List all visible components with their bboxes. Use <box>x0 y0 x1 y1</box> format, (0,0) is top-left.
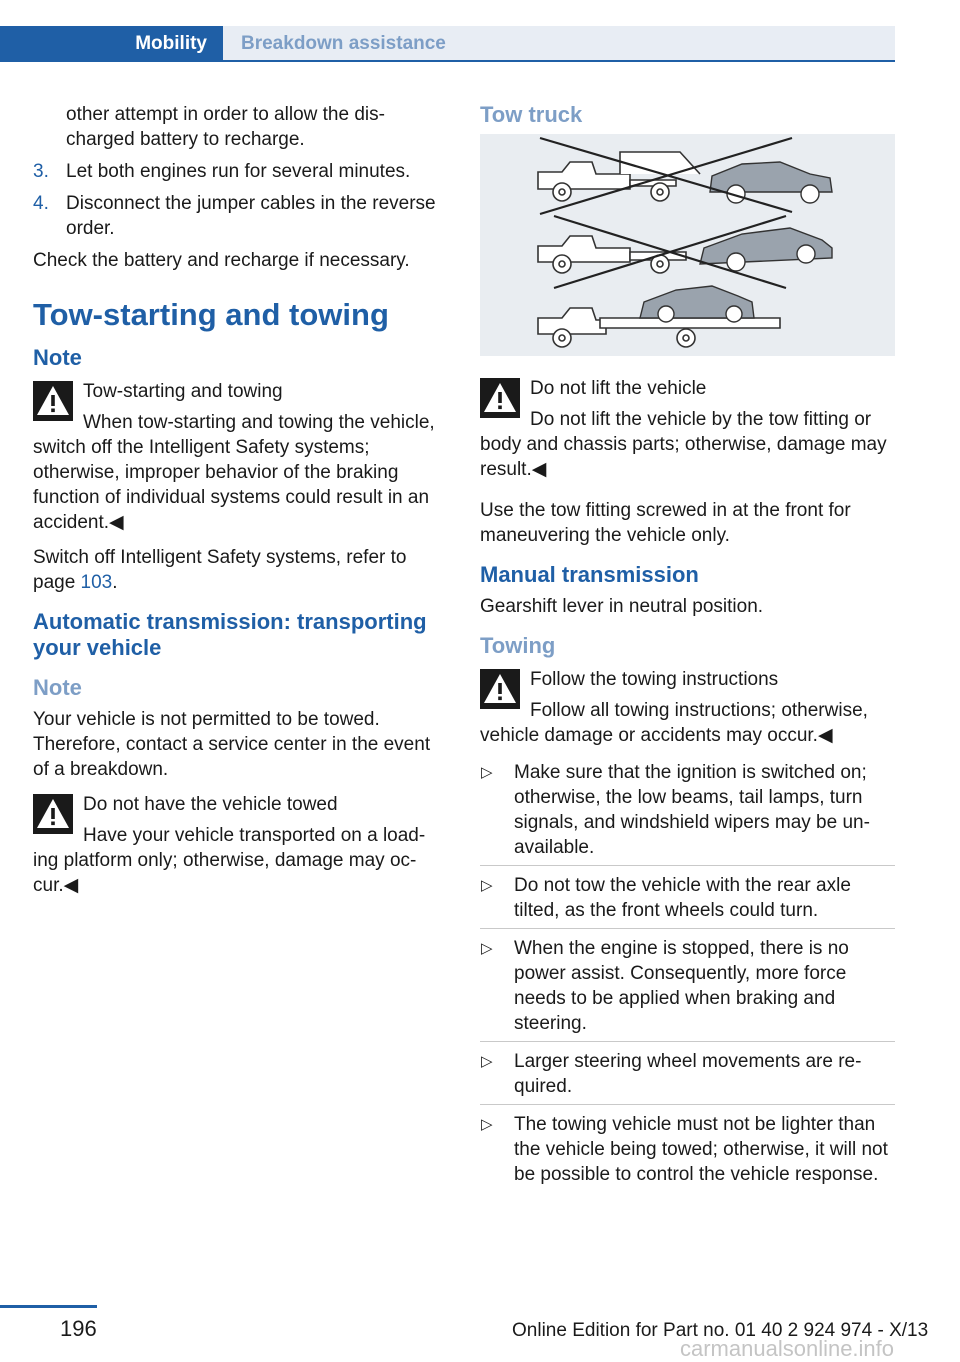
warning-title: Tow-starting and towing <box>83 381 283 402</box>
switch-off-text: Switch off Intelligent Safety systems, refer to page 103. <box>33 547 407 593</box>
step-text: Disconnect the jumper cables in the reverse order. <box>66 193 436 239</box>
warning-block <box>480 374 895 482</box>
bullet-triangle-icon: ▷ <box>481 940 493 957</box>
manual-transmission-text: Gearshift lever in neutral position. <box>480 596 764 617</box>
step-item <box>33 159 443 184</box>
section-title: Tow-starting and towing <box>33 297 389 332</box>
list-item <box>480 936 895 1042</box>
bullet-triangle-icon: ▷ <box>481 764 493 781</box>
page-reference-link[interactable]: 103 <box>80 572 113 593</box>
warning-triangle-icon <box>33 794 73 834</box>
list-item-text: When the engine is stopped, there is no power assist. Consequently, more force needs to be applied when braking and steering. <box>514 938 849 1034</box>
bullet-triangle-icon: ▷ <box>481 1116 493 1133</box>
tow-truck-illustration <box>480 134 895 356</box>
warning-text: When tow-starting and towing the vehicle, switch off the Intelligent Safety systems; otherwise, improper behavior of the braking function of individual systems could result in an accident.◀ <box>33 412 435 533</box>
step-item <box>33 191 443 241</box>
list-item-text: Make sure that the ignition is switched on; otherwise, the low beams, tail lamps, turn signals, and windshield wipers may be unavailable. <box>514 762 870 858</box>
check-battery-text: Check the battery and recharge if necessary. <box>33 250 410 271</box>
step-text: Let both engines run for several minutes. <box>66 161 411 182</box>
step-number: 3. <box>33 161 49 182</box>
tab-breakdown-assistance: Breakdown assistance <box>223 26 895 61</box>
right-column <box>480 102 895 1200</box>
watermark: carmanualsonline.info <box>680 1336 895 1361</box>
warning-triangle-icon <box>33 381 73 421</box>
warning-title: Do not lift the vehicle <box>530 378 707 399</box>
header-divider <box>0 60 895 62</box>
bullet-triangle-icon: ▷ <box>481 1053 493 1070</box>
edition-text: Online Edition for Part no. 01 40 2 924 974 - X/13 <box>512 1320 929 1341</box>
warning-text: Have your vehicle transported on a loading platform only; otherwise, damage may occur.◀ <box>33 825 426 896</box>
step-number: 4. <box>33 193 49 214</box>
warning-triangle-icon <box>480 669 520 709</box>
towing-heading: Towing <box>480 633 556 658</box>
warning-text: Follow all towing instructions; otherwise, vehicle damage or accidents may occur.◀ <box>480 700 868 746</box>
warning-block <box>33 790 443 898</box>
note2-heading: Note <box>33 675 82 700</box>
list-item <box>480 873 895 929</box>
list-item-text: The towing vehicle must not be lighter than the vehicle being towed; otherwise, it will not be possible to control the vehicle response. <box>514 1114 888 1185</box>
list-item <box>480 760 895 866</box>
warning-text: Do not lift the vehicle by the tow fitting or body and chassis parts; otherwise, damage may result.◀ <box>480 409 887 480</box>
list-item <box>480 1049 895 1105</box>
list-item <box>480 1112 895 1193</box>
left-column <box>33 102 443 908</box>
tow-fitting-text: Use the tow fitting screwed in at the front for maneuvering the vehicle only. <box>480 500 851 546</box>
note2-text: Your vehicle is not permitted to be towed. Therefore, contact a service center in the event of a breakdown. <box>33 709 431 780</box>
note-heading: Note <box>33 345 82 370</box>
list-item-text: Larger steering wheel movements are required. <box>514 1051 862 1097</box>
list-item-text: Do not tow the vehicle with the rear axle tilted, as the front wheels could turn. <box>514 875 851 921</box>
warning-title: Follow the towing instructions <box>530 669 779 690</box>
continued-step-text: other attempt in order to allow the discharged battery to recharge. <box>66 104 385 150</box>
warning-block <box>480 665 895 748</box>
warning-block <box>33 377 443 535</box>
warning-triangle-icon <box>480 378 520 418</box>
towing-bullet-list <box>480 760 895 1193</box>
page-number: 196 <box>60 1316 97 1341</box>
footer-divider <box>0 1305 97 1308</box>
bullet-triangle-icon: ▷ <box>481 877 493 894</box>
automatic-transmission-heading: Automatic transmission: transporting your vehicle <box>33 609 427 660</box>
manual-transmission-heading: Manual transmission <box>480 562 699 587</box>
tab-mobility: Mobility <box>0 26 223 61</box>
warning-title: Do not have the vehicle towed <box>83 794 338 815</box>
tow-truck-heading: Tow truck <box>480 102 583 127</box>
page-header <box>0 0 895 62</box>
